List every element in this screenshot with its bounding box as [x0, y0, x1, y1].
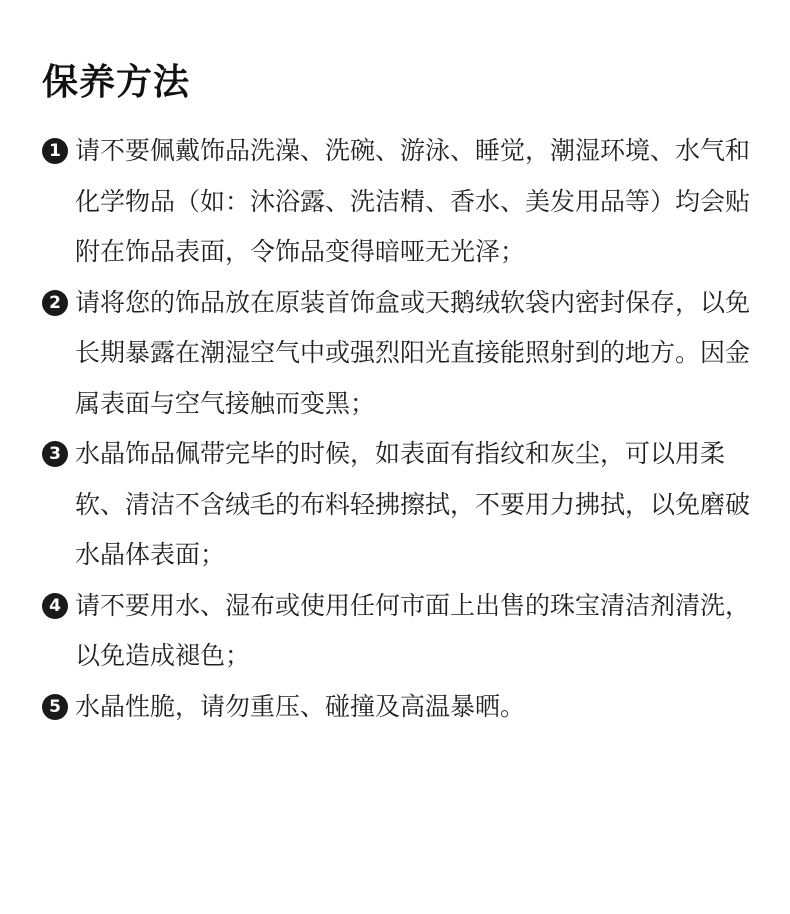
list-item-text: 水晶饰品佩带完毕的时候，如表面有指纹和灰尘，可以用柔软、清洁不含绒毛的布料轻拂擦拭，不要用力拂拭，以免磨破水晶体表面； — [75, 439, 751, 569]
number-badge-icon: 5 — [42, 694, 68, 720]
page-title: 保养方法 — [42, 62, 191, 103]
list-item — [42, 429, 750, 581]
list-item — [42, 126, 750, 278]
number-badge-icon: 4 — [42, 593, 68, 619]
number-badge-icon: 2 — [42, 290, 68, 316]
list-item-text: 水晶性脆，请勿重压、碰撞及高温暴晒。 — [75, 691, 526, 721]
care-list — [42, 126, 750, 732]
list-item — [42, 278, 750, 430]
list-item-text: 请不要用水、湿布或使用任何市面上出售的珠宝清洁剂清洗，以免造成褪色； — [75, 590, 751, 670]
list-item — [42, 682, 750, 733]
number-badge-icon: 1 — [42, 138, 68, 164]
list-item — [42, 581, 750, 682]
number-badge-icon: 3 — [42, 441, 68, 467]
list-item-text: 请不要佩戴饰品洗澡、洗碗、游泳、睡觉，潮湿环境、水气和化学物品（如：沐浴露、洗洁精、香水、美发用品等）均会贴附在饰品表面，令饰品变得暗哑无光泽； — [75, 136, 751, 266]
list-item-text: 请将您的饰品放在原装首饰盒或天鹅绒软袋内密封保存，以免长期暴露在潮湿空气中或强烈阳光直接能照射到的地方。因金属表面与空气接触而变黑； — [75, 287, 751, 418]
